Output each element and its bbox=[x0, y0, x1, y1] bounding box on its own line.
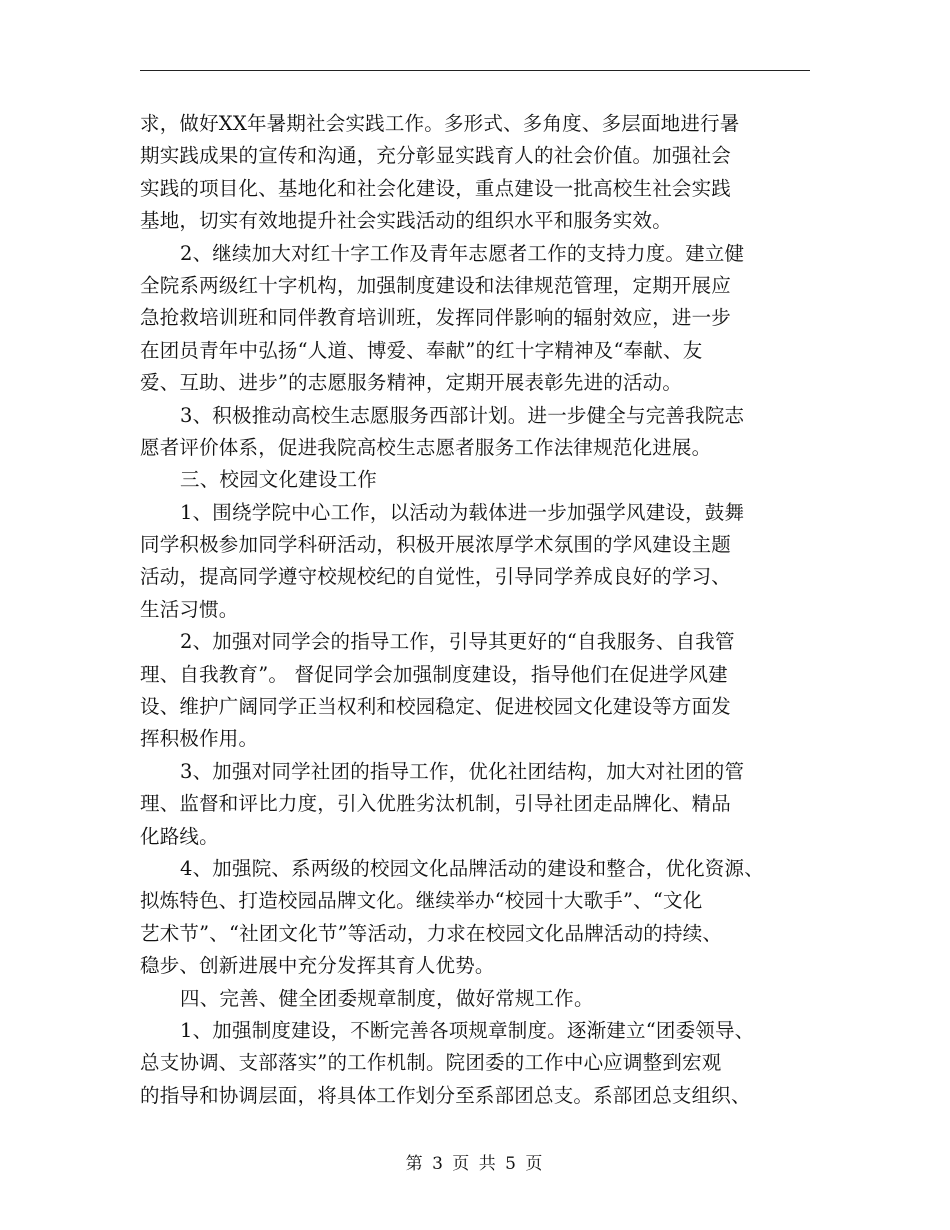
text-line: 急抢救培训班和同伴教育培训班，发挥同伴影响的辐射效应，进一步 bbox=[140, 306, 732, 330]
text-line: 艺术节”、“社团文化节”等活动，力求在校园文化品牌活动的持续、 bbox=[140, 921, 723, 945]
text-line: 拟炼特色、打造校园品牌文化。继续举办“校园十大歌手”、“文化 bbox=[140, 889, 703, 913]
text-line: 愿者评价体系，促进我院高校生志愿者服务工作法律规范化进展。 bbox=[140, 435, 712, 459]
text-line: 全院系两级红十字机构，加强制度建设和法律规范管理，定期开展应 bbox=[140, 273, 732, 297]
text-line: 生活习惯。 bbox=[140, 597, 239, 621]
text-line: 设、维护广阔同学正当权利和校园稳定、促进校园文化建设等方面发 bbox=[140, 695, 732, 719]
text-line: 挥积极作用。 bbox=[140, 727, 259, 751]
text-line: 1、围绕学院中心工作，以活动为载体进一步加强学风建设，鼓舞 bbox=[180, 500, 745, 524]
text-line: 1、加强制度建设，不断完善各项规章制度。逐渐建立“团委领导、 bbox=[180, 1018, 755, 1042]
text-line: 的指导和协调层面，将具体工作划分至系部团总支。系部团总支组织、 bbox=[140, 1083, 751, 1107]
text-line: 4、加强院、系两级的校园文化品牌活动的建设和整合，优化资源、 bbox=[180, 856, 764, 880]
text-line: 2、加强对同学会的指导工作，引导其更好的“自我服务、自我管 bbox=[180, 630, 735, 654]
document-body bbox=[140, 108, 830, 1112]
text-line: 同学积极参加同学科研活动，积极开展浓厚学术氛围的学风建设主题 bbox=[140, 533, 732, 557]
text-line: 3、加强对同学社团的指导工作，优化社团结构，加大对社团的管 bbox=[180, 759, 745, 783]
text-line: 在团员青年中弘扬“人道、博爱、奉献”的红十字精神及“奉献、友 bbox=[140, 338, 703, 362]
section-heading: 三、校园文化建设工作 bbox=[180, 468, 378, 492]
text-line: 活动，提高同学遵守校规校纪的自觉性，引导同学养成良好的学习、 bbox=[140, 565, 732, 589]
text-line: 理、自我教育”。 督促同学会加强制度建设，指导他们在促进学风建 bbox=[140, 662, 728, 686]
text-line: 化路线。 bbox=[140, 824, 219, 848]
text-line: 求，做好XX年暑期社会实践工作。多形式、多角度、多层面地进行暑 bbox=[140, 112, 740, 135]
text-line: 爱、互助、进步”的志愿服务精神，定期开展表彰先进的活动。 bbox=[140, 371, 683, 395]
text-line: 3、积极推动高校生志愿服务西部计划。进一步健全与完善我院志 bbox=[180, 403, 745, 427]
section-heading: 四、完善、健全团委规章制度，做好常规工作。 bbox=[180, 986, 594, 1010]
text-line: 期实践成果的宣传和沟通，充分彰显实践育人的社会价值。加强社会 bbox=[140, 144, 732, 168]
header-rule bbox=[140, 70, 810, 71]
text-line: 稳步、创新进展中充分发挥其育人优势。 bbox=[140, 954, 495, 978]
text-line: 理、监督和评比力度，引入优胜劣汰机制，引导社团走品牌化、精品 bbox=[140, 792, 732, 816]
text-line: 总支协调、支部落实”的工作机制。院团委的工作中心应调整到宏观 bbox=[140, 1051, 722, 1075]
text-line: 基地，切实有效地提升社会实践活动的组织水平和服务实效。 bbox=[140, 209, 672, 233]
text-line: 实践的项目化、基地化和社会化建设，重点建设一批高校生社会实践 bbox=[140, 176, 732, 200]
page-number: 第 3 页 共 5 页 bbox=[405, 1154, 545, 1174]
text-line: 2、继续加大对红十字工作及青年志愿者工作的支持力度。建立健 bbox=[180, 241, 745, 265]
